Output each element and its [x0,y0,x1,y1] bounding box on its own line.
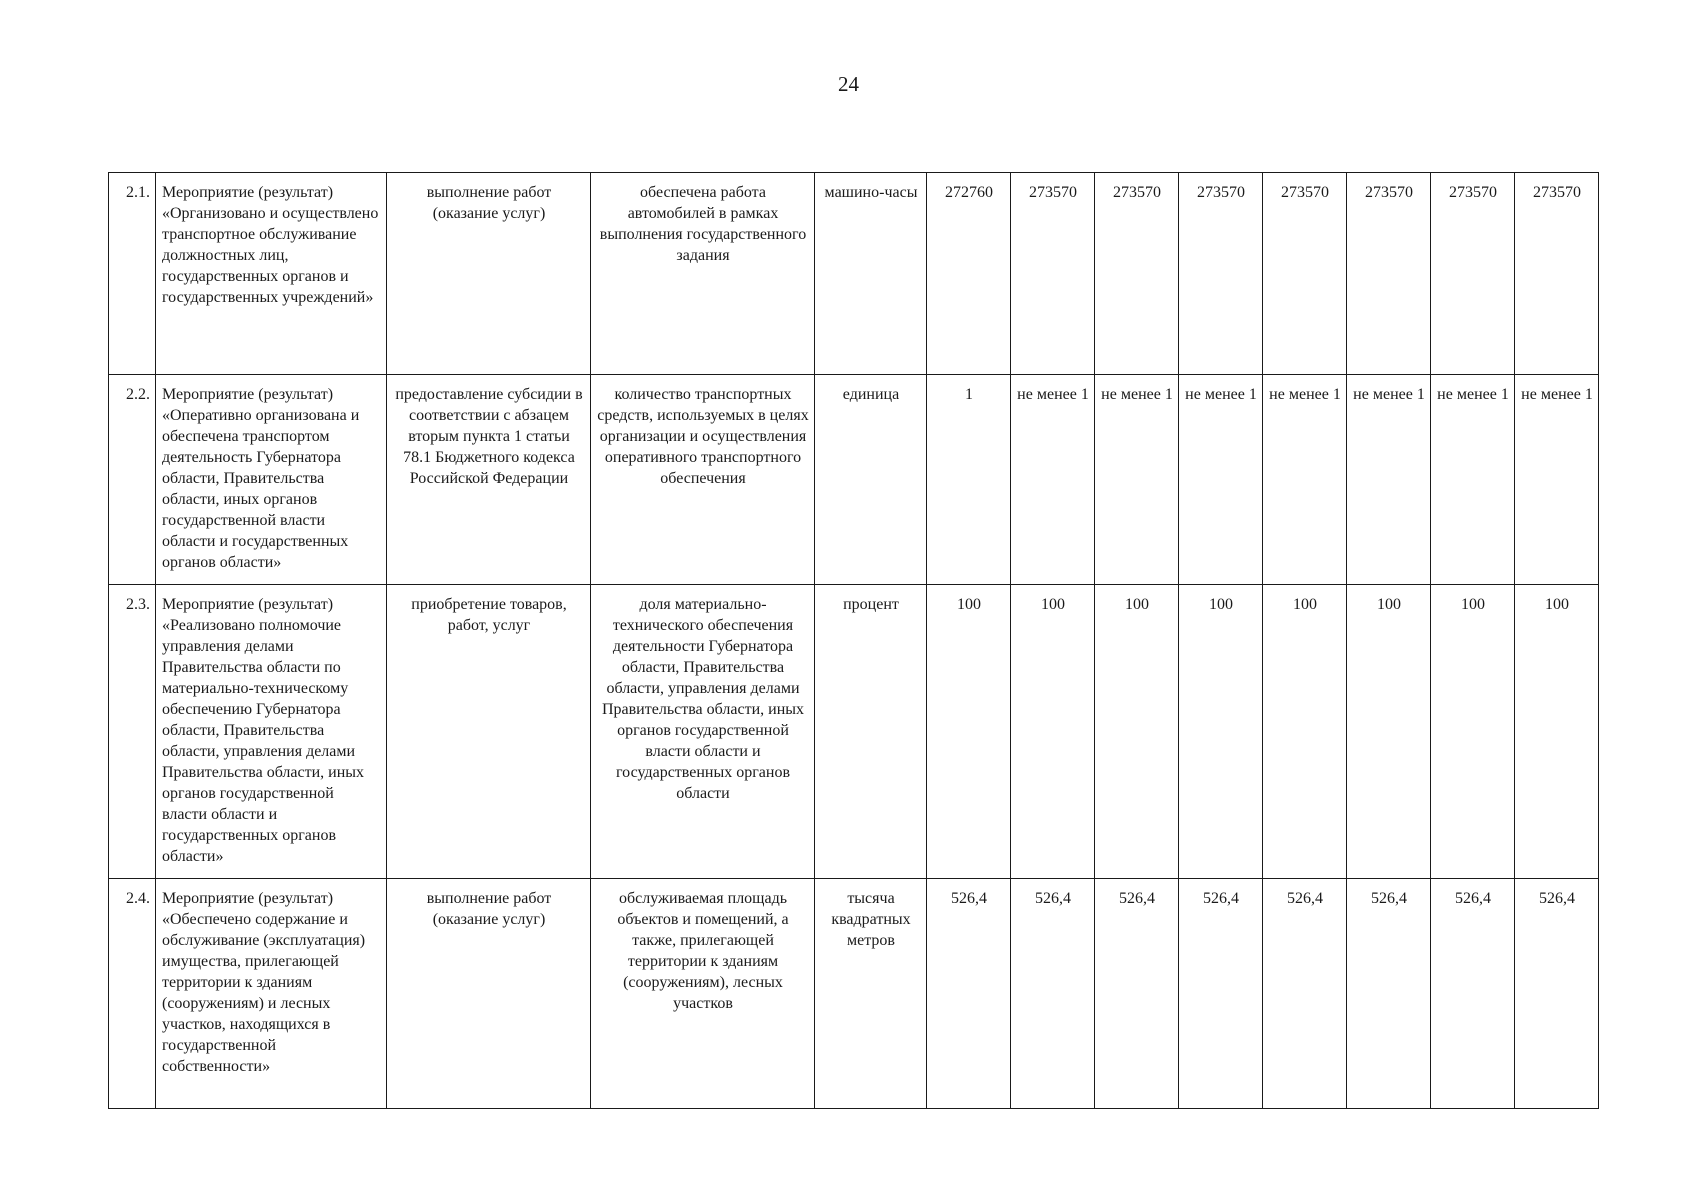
value-cell: 526,4 [1179,879,1263,1109]
row-number: 2.2. [109,375,156,585]
event-description: Мероприятие (результат) «Реализовано полномочие управления делами Правительства области по материально-техническому обеспечению Губернатора области, Правительства области, управления делами Правительства области, иных органов государственной власти области и государственных органов области» [156,585,387,879]
value-cell: 526,4 [1011,879,1095,1109]
indicator-name: доля материально-технического обеспечения деятельности Губернатора области, Правительства области, управления делами Правительства области, иных органов государственной власти области и государственных органов области [591,585,815,879]
value-cell: 100 [1347,585,1431,879]
page-number: 24 [838,72,859,96]
value-cell: 526,4 [927,879,1011,1109]
value-cell: не менее 1 [1263,375,1347,585]
value-cell: не менее 1 [1179,375,1263,585]
value-cell: 273570 [1011,173,1095,375]
table-row [109,173,1599,375]
value-cell: не менее 1 [1515,375,1599,585]
value-cell: 526,4 [1263,879,1347,1109]
value-cell: 526,4 [1347,879,1431,1109]
value-cell: 273570 [1431,173,1515,375]
event-description: Мероприятие (результат) «Организовано и осуществлено транспортное обслуживание должностных лиц, государственных органов и государственных учреждений» [156,173,387,375]
value-cell: 273570 [1263,173,1347,375]
table-row [109,375,1599,585]
row-number: 2.1. [109,173,156,375]
value-cell: 100 [1011,585,1095,879]
value-cell: 273570 [1515,173,1599,375]
indicator-name: обслуживаемая площадь объектов и помещений, а также, прилегающей территории к зданиям (сооружениям), лесных участков [591,879,815,1109]
unit-of-measure: процент [815,585,927,879]
value-cell: 273570 [1095,173,1179,375]
value-cell: не менее 1 [1347,375,1431,585]
event-type: выполнение работ (оказание услуг) [387,173,591,375]
results-table [108,172,1599,1109]
value-cell: 273570 [1179,173,1263,375]
row-number: 2.3. [109,585,156,879]
value-cell: не менее 1 [1431,375,1515,585]
indicator-name: количество транспортных средств, используемых в целях организации и осуществления оперативного транспортного обеспечения [591,375,815,585]
event-description: Мероприятие (результат) «Оперативно организована и обеспечена транспортом деятельность Губернатора области, Правительства области, иных органов государственной власти области и государственных органов области» [156,375,387,585]
unit-of-measure: тысяча квадратных метров [815,879,927,1109]
value-cell: 526,4 [1095,879,1179,1109]
value-cell: 273570 [1347,173,1431,375]
event-type: приобретение товаров, работ, услуг [387,585,591,879]
value-cell: 100 [1263,585,1347,879]
value-cell: 100 [927,585,1011,879]
indicator-name: обеспечена работа автомобилей в рамках выполнения государственного задания [591,173,815,375]
table-row [109,879,1599,1109]
value-cell: 526,4 [1431,879,1515,1109]
value-cell: 100 [1095,585,1179,879]
row-number: 2.4. [109,879,156,1109]
value-cell: 1 [927,375,1011,585]
value-cell: не менее 1 [1095,375,1179,585]
value-cell: не менее 1 [1011,375,1095,585]
unit-of-measure: единица [815,375,927,585]
value-cell: 272760 [927,173,1011,375]
value-cell: 100 [1515,585,1599,879]
event-description: Мероприятие (результат) «Обеспечено содержание и обслуживание (эксплуатация) имущества, прилегающей территории к зданиям (сооружениям) и лесных участков, находящихся в государственной собственности» [156,879,387,1109]
event-type: предоставление субсидии в соответствии с абзацем вторым пункта 1 статьи 78.1 Бюджетного кодекса Российской Федерации [387,375,591,585]
table-row [109,585,1599,879]
value-cell: 526,4 [1515,879,1599,1109]
event-type: выполнение работ (оказание услуг) [387,879,591,1109]
unit-of-measure: машино-часы [815,173,927,375]
value-cell: 100 [1431,585,1515,879]
value-cell: 100 [1179,585,1263,879]
